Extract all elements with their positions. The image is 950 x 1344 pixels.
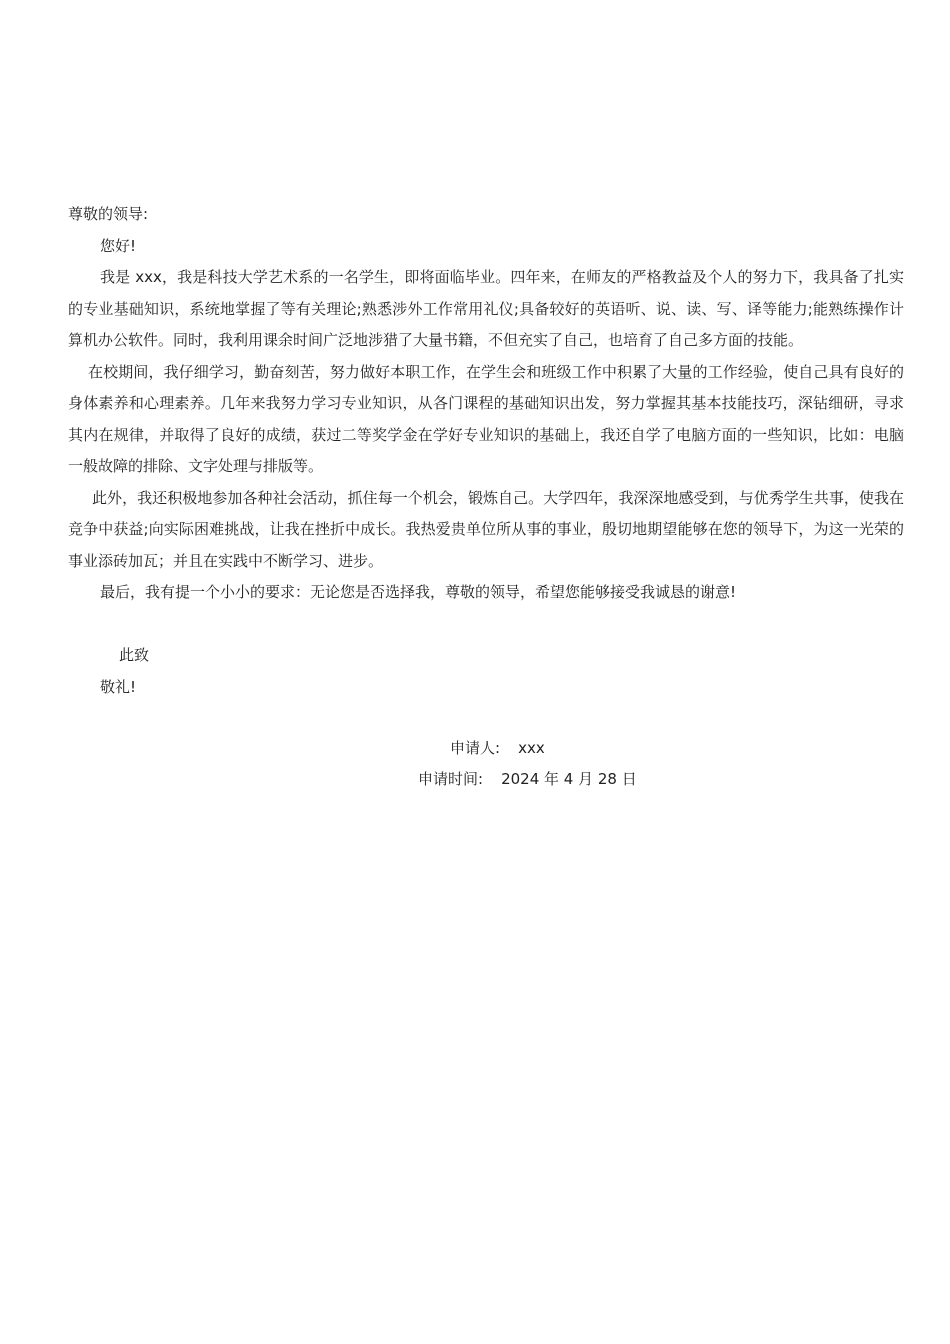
blank-line [68, 609, 904, 641]
applicant-label: 申请人: [450, 739, 501, 757]
date-line [418, 764, 637, 796]
letter-body [68, 199, 904, 703]
date-value: 2024 年 4 月 28 日 [501, 770, 637, 788]
greeting: 您好! [100, 236, 137, 255]
closing-cizhi: 此致 [119, 646, 150, 664]
paragraph-1: 我是 xxx，我是科技大学艺术系的一名学生，即将面临毕业。四年来，在师友的严格教益及个人的努力下，我具备了扎实的专业基础知识，系统地掌握了等有关理论;熟悉涉外工作常用礼仪;具备较好的英语听、说、读、写、译等能力;能熟练操作计算机办公软件。同时，我利用课余时间广泛地涉猎了大量书籍，不但充实了自己，也培育了自己多方面的技能。 [68, 268, 904, 349]
applicant-line [450, 733, 545, 765]
paragraph-3: 此外，我还积极地参加各种社会活动，抓住每一个机会，锻炼自己。大学四年，我深深地感受到，与优秀学生共事，使我在竞争中获益;向实际困难挑战，让我在挫折中成长。我热爱贵单位所从事的事业，殷切地期望能够在您的领导下，为这一光荣的事业添砖加瓦；并且在实践中不断学习、进步。 [68, 488, 904, 570]
closing-jingli: 敬礼! [100, 677, 137, 696]
salutation: 尊敬的领导: [68, 205, 149, 223]
date-label: 申请时间: [418, 770, 484, 788]
applicant-name: xxx [518, 739, 545, 757]
paragraph-4: 最后，我有提一个小小的要求：无论您是否选择我，尊敬的领导，希望您能够接受我诚恳的谢意! [100, 583, 737, 601]
paragraph-2: 在校期间，我仔细学习，勤奋刻苦，努力做好本职工作，在学生会和班级工作中积累了大量的工作经验，使自己具有良好的身体素养和心理素养。几年来我努力学习专业知识，从各门课程的基础知识出发，努力掌握其基本技能技巧，深钻细研，寻求其内在规律，并取得了良好的成绩，获过二等奖学金在学好专业知识的基础上，我还自学了电脑方面的一些知识，比如：电脑一般故障的排除、文字处理与排版等。 [68, 362, 904, 475]
